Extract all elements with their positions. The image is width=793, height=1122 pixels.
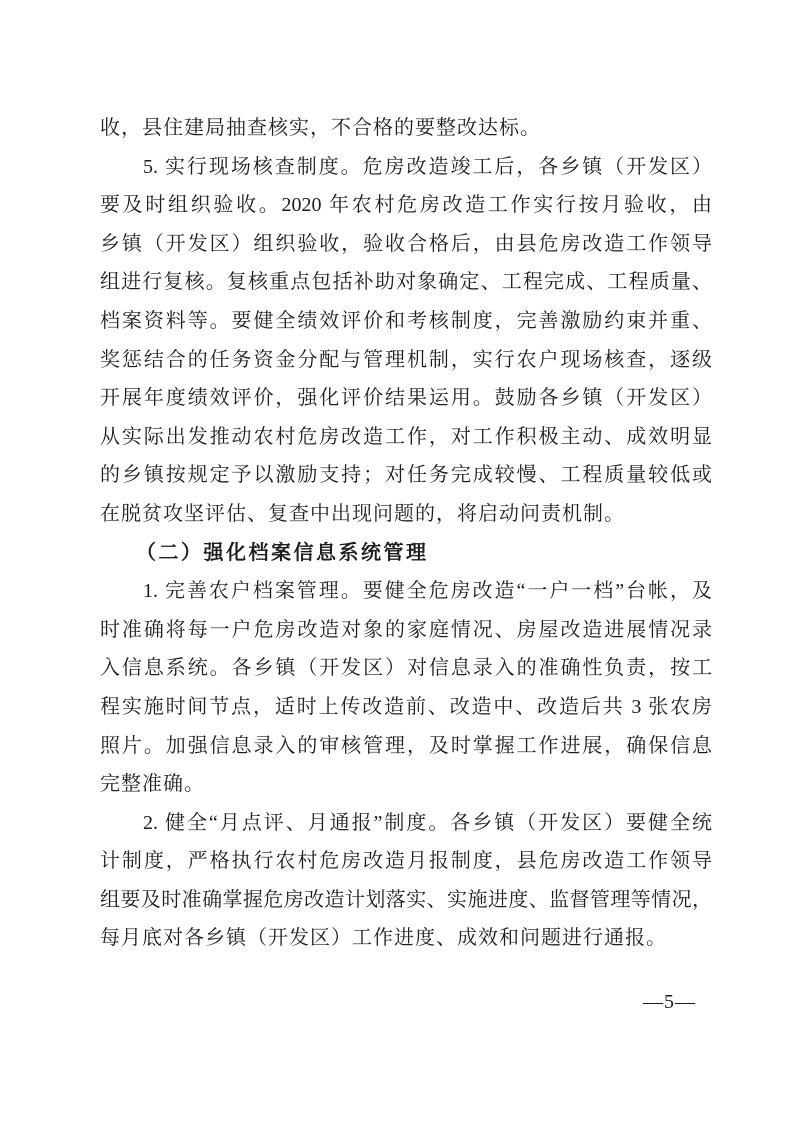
section-heading: （二）强化档案信息系统管理 xyxy=(136,541,429,564)
page-number: —5— xyxy=(643,991,696,1013)
text-line: 的乡镇按规定予以激励支持；对任务完成较慢、工程质量较低或 xyxy=(100,464,712,487)
text-line: 5. 实行现场核查制度。危房改造竣工后，各乡镇（开发区） xyxy=(143,155,712,178)
text-line: 乡镇（开发区）组织验收，验收合格后，由县危房改造工作领导 xyxy=(100,232,712,255)
text-line: 组要及时准确掌握危房改造计划落实、实施进度、监督管理等情况， xyxy=(100,888,712,911)
text-line: 2. 健全“月点评、月通报”制度。各乡镇（开发区）要健全统 xyxy=(143,811,712,834)
text-line: 入信息系统。各乡镇（开发区）对信息录入的准确性负责，按工 xyxy=(100,657,712,680)
text-line: 每月底对各乡镇（开发区）工作进度、成效和问题进行通报。 xyxy=(100,927,667,950)
text-line: 完整准确。 xyxy=(100,773,205,796)
text-line: 时准确将每一户危房改造对象的家庭情况、房屋改造进展情况录 xyxy=(100,618,712,641)
text-line: 收，县住建局抽查核实，不合格的要整改达标。 xyxy=(100,117,541,139)
text-line: 组进行复核。复核重点包括补助对象确定、工程完成、工程质量、 xyxy=(100,271,712,294)
text-line: 计制度，严格执行农村危房改造月报制度，县危房改造工作领导 xyxy=(100,850,712,873)
text-line: 程实施时间节点，适时上传改造前、改造中、改造后共 3 张农房 xyxy=(100,695,712,718)
text-line: 奖惩结合的任务资金分配与管理机制，实行农户现场核查，逐级 xyxy=(100,348,712,371)
text-line: 1. 完善农户档案管理。要健全危房改造“一户一档”台帐，及 xyxy=(143,580,712,603)
text-line: 要及时组织验收。2020 年农村危房改造工作实行按月验收，由 xyxy=(100,194,712,217)
text-line: 照片。加强信息录入的审核管理，及时掌握工作进展，确保信息 xyxy=(100,734,712,757)
text-line: 开展年度绩效评价，强化评价结果运用。鼓励各乡镇（开发区） xyxy=(100,387,712,410)
text-line: 档案资料等。要健全绩效评价和考核制度，完善激励约束并重、 xyxy=(100,309,712,332)
text-line: 从实际出发推动农村危房改造工作，对工作积极主动、成效明显 xyxy=(100,425,712,448)
document-body xyxy=(100,109,712,958)
text-line: 在脱贫攻坚评估、复查中出现问题的，将启动问责机制。 xyxy=(100,502,625,525)
